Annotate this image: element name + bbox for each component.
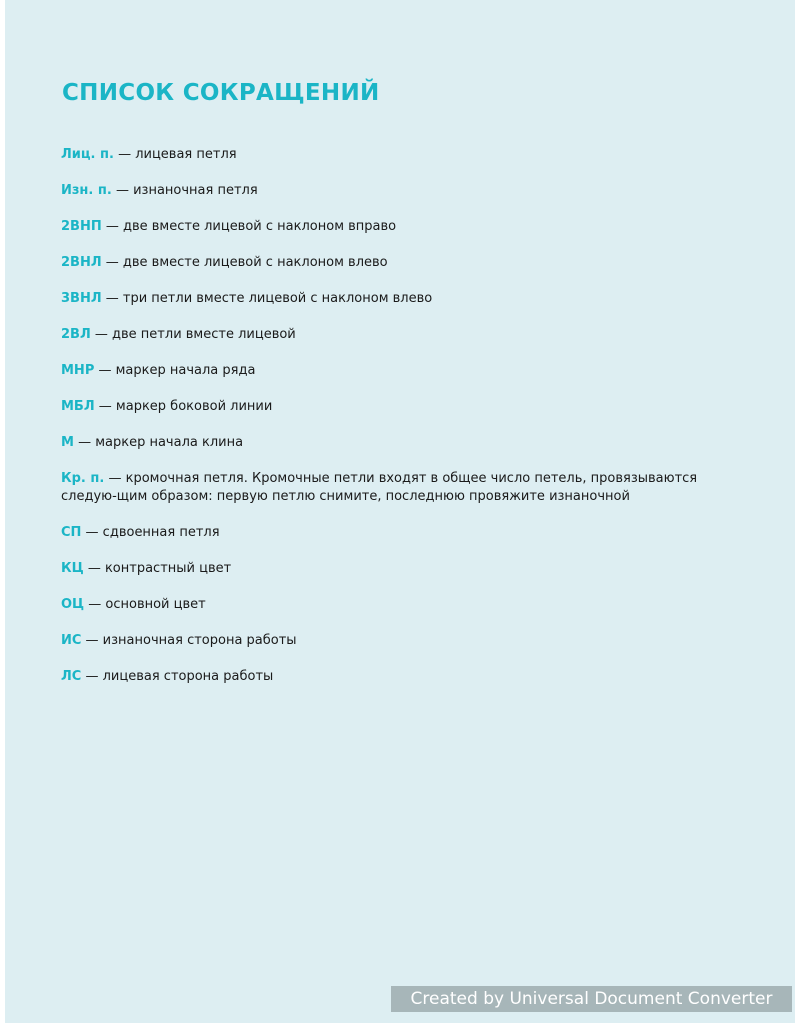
abbreviation-definition: — две вместе лицевой с наклоном влево: [101, 255, 388, 270]
list-item: [61, 290, 741, 308]
list-item: [61, 668, 741, 686]
abbreviation-definition: — изнаночная сторона работы: [81, 633, 297, 648]
list-item: [61, 632, 741, 650]
abbreviation-definition: — две петли вместе лицевой: [90, 327, 296, 342]
list-item: [61, 560, 741, 578]
page-title: СПИСОК СОКРАЩЕНИЙ: [62, 80, 380, 106]
abbreviation-term: СП: [61, 525, 82, 540]
abbreviation-definition: — маркер боковой линии: [94, 399, 273, 414]
abbreviation-definition: — маркер начала клина: [73, 435, 244, 450]
abbreviation-term: М: [61, 435, 74, 450]
abbreviation-term: 2ВНЛ: [61, 255, 102, 270]
list-item: [61, 146, 741, 164]
abbreviation-definition: — маркер начала ряда: [94, 363, 256, 378]
abbreviation-definition: — лицевая петля: [113, 147, 237, 162]
abbreviation-term: 2ВЛ: [61, 327, 91, 342]
abbreviation-term: ЛС: [61, 669, 82, 684]
abbreviation-list: [61, 146, 741, 704]
abbreviation-term: Изн. п.: [61, 183, 112, 198]
abbreviation-definition: — контрастный цвет: [83, 561, 232, 576]
abbreviation-term: Лиц. п.: [61, 147, 114, 162]
abbreviation-term: Кр. п.: [61, 471, 105, 486]
list-item: [61, 470, 741, 506]
abbreviation-definition: — кромочная петля. Кромочные петли входят в общее число петель, провязываются следую-щим образом: первую петлю снимите, последнюю провяжите изнаночной: [61, 471, 698, 504]
abbreviation-term: 3ВНЛ: [61, 291, 102, 306]
abbreviation-term: 2ВНП: [61, 219, 102, 234]
list-item: [61, 524, 741, 542]
list-item: [61, 362, 741, 380]
list-item: [61, 596, 741, 614]
abbreviation-term: МБЛ: [61, 399, 95, 414]
abbreviation-definition: — сдвоенная петля: [81, 525, 220, 540]
abbreviation-term: ОЦ: [61, 597, 85, 612]
abbreviation-term: КЦ: [61, 561, 84, 576]
document-page: [5, 0, 795, 1023]
list-item: [61, 254, 741, 272]
abbreviation-definition: — две вместе лицевой с наклоном вправо: [101, 219, 397, 234]
list-item: [61, 218, 741, 236]
watermark-label: Created by Universal Document Converter: [391, 986, 792, 1012]
abbreviation-term: ИС: [61, 633, 82, 648]
list-item: [61, 182, 741, 200]
list-item: [61, 434, 741, 452]
abbreviation-definition: — основной цвет: [84, 597, 206, 612]
abbreviation-definition: — изнаночная петля: [111, 183, 258, 198]
abbreviation-definition: — лицевая сторона работы: [81, 669, 274, 684]
abbreviation-term: МНР: [61, 363, 95, 378]
list-item: [61, 398, 741, 416]
list-item: [61, 326, 741, 344]
abbreviation-definition: — три петли вместе лицевой с наклоном влево: [101, 291, 433, 306]
